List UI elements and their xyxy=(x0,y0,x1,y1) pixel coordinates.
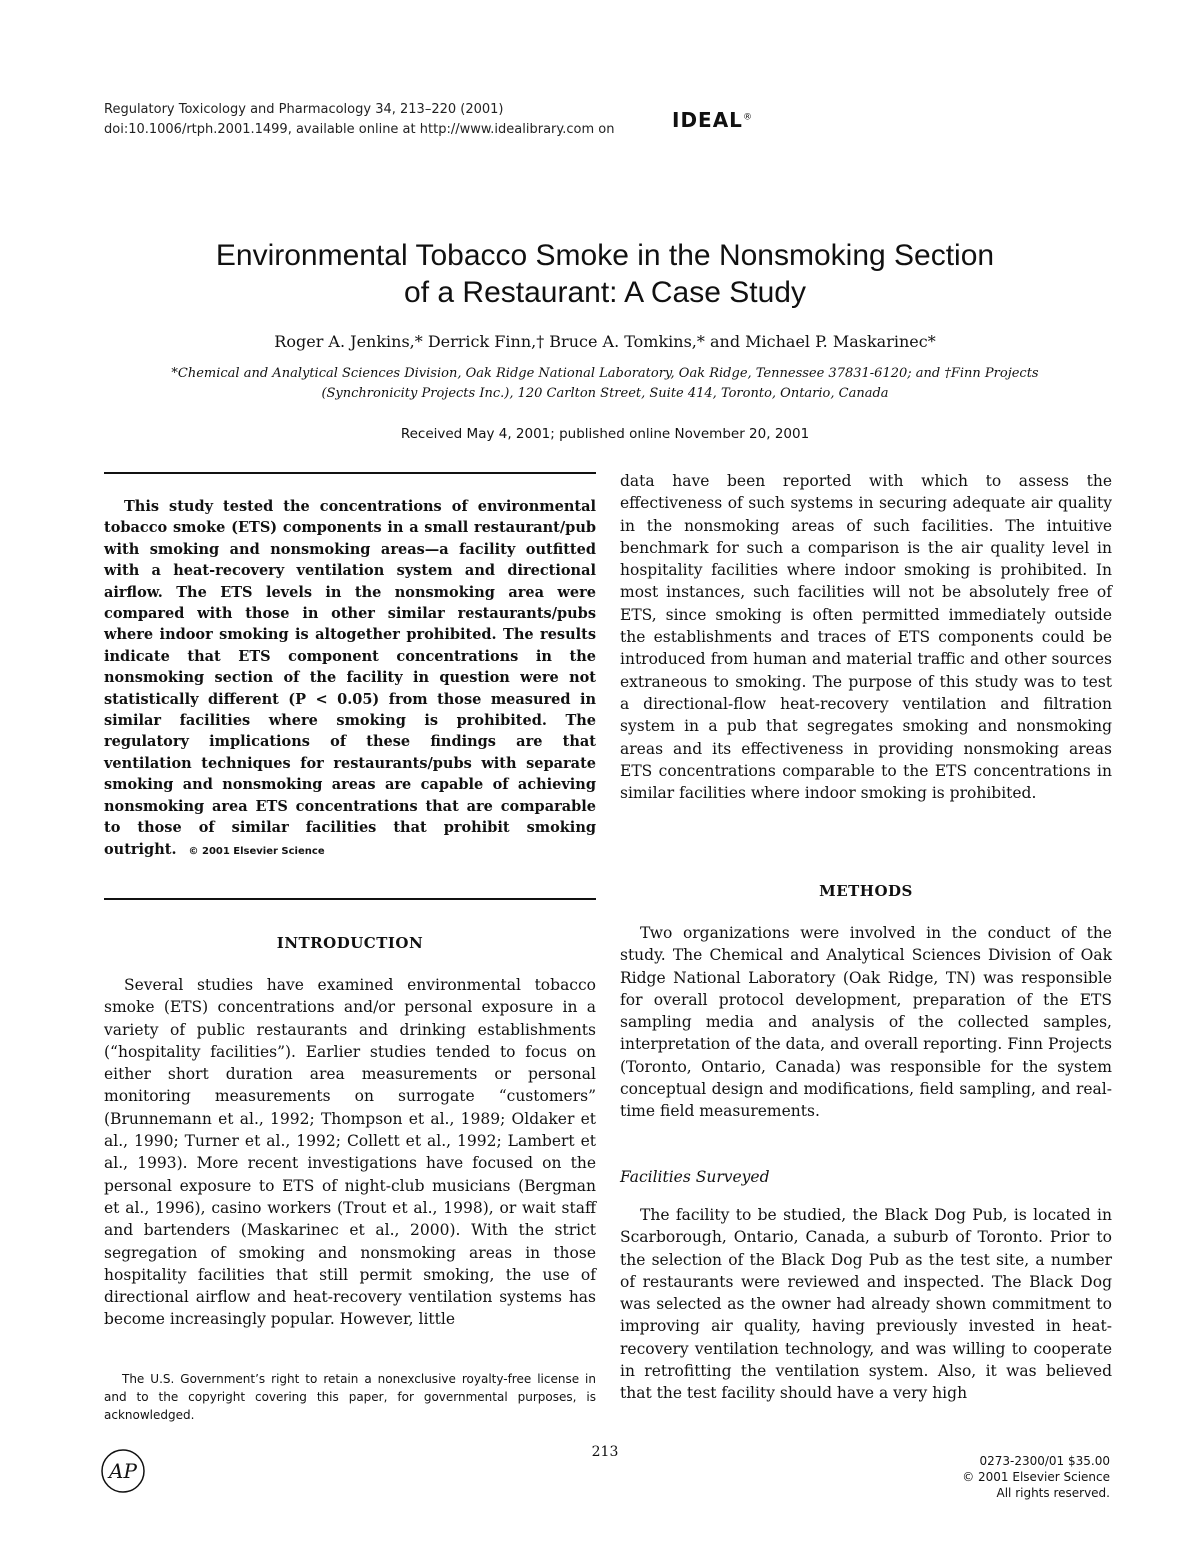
imprint xyxy=(962,1453,1110,1501)
facilities-paragraph: The facility to be studied, the Black Dog Pub, is located in Scarborough, Ontario, Canada, a suburb of Toronto. Prior to the selection of the Black Dog Pub as the test site, a number of restaurants were reviewed and inspected. The Black Dog was selected as the owner had already shown commitment to improving air quality, having previously invested in heat-recovery ventilation technology, and was willing to cooperate in retrofitting the ventilation system. Also, it was believed that the test facility should have a very high xyxy=(620,1206,1112,1403)
abstract xyxy=(104,496,596,862)
right-column-continuation xyxy=(620,470,1112,804)
ideal-logo-text: IDEAL xyxy=(672,108,743,132)
abstract-copyright: © 2001 Elsevier Science xyxy=(188,845,325,857)
abstract-body xyxy=(104,496,596,862)
received-date: Received May 4, 2001; published online November 20, 2001 xyxy=(400,426,810,442)
affiliation-line-1: *Chemical and Analytical Sciences Division, Oak Ridge National Laboratory, Oak Ridge, Tennessee 37831-6120; and †Finn Projects xyxy=(171,366,1039,381)
article-title xyxy=(0,237,1200,311)
methods-heading: METHODS xyxy=(819,882,913,900)
facilities-subheading: Facilities Surveyed xyxy=(620,1168,770,1186)
abstract-bottom-rule xyxy=(104,898,596,900)
continuation-paragraph: data have been reported with which to assess the effectiveness of such systems in securing adequate air quality in the nonsmoking areas of such facilities. The intuitive benchmark for such a comparison is the air quality level in hospitality facilities where indoor smoking is prohibited. In most instances, such facilities will not be absolutely free of ETS, since smoking is often permitted immediately outside the establishments and traces of ETS components could be introduced from human and material traffic and other sources extraneous to smoking. The purpose of this study was to test a directional-flow heat-recovery ventilation and filtration system in a pub that segregates smoking and nonsmoking areas and its effectiveness in providing nonsmoking areas ETS concentrations comparable to the ETS concentrations in similar facilities where indoor smoking is prohibited. xyxy=(620,472,1112,803)
copyright-footnote xyxy=(104,1370,596,1424)
journal-header xyxy=(104,100,614,140)
footnote-text: The U.S. Government’s right to retain a nonexclusive royalty-free license in and to the copyright covering this paper, for governmental purposes, is acknowledged. xyxy=(104,1372,596,1422)
rights-line: All rights reserved. xyxy=(996,1486,1110,1500)
title-line-2: of a Restaurant: A Case Study xyxy=(404,276,806,309)
author-list: Roger A. Jenkins,* Derrick Finn,† Bruce A. Tomkins,* and Michael P. Maskarinec* xyxy=(274,332,936,351)
publisher-logo-text: AP xyxy=(109,1459,137,1483)
facilities-body xyxy=(620,1204,1112,1405)
methods-paragraph: Two organizations were involved in the conduct of the study. The Chemical and Analytical Sciences Division of Oak Ridge National Laboratory (Oak Ridge, TN) was responsible for overall protocol development, preparation of the ETS sampling media and analysis of the collected samples, interpretation of the data, and overall reporting. Finn Projects (Toronto, Ontario, Canada) was responsible for the system conceptual design and modifications, field sampling, and real-time field measurements. xyxy=(620,924,1112,1121)
title-line-1: Environmental Tobacco Smoke in the Nonsmoking Section xyxy=(215,239,995,272)
price-line: 0273-2300/01 $35.00 xyxy=(979,1454,1110,1468)
introduction-body xyxy=(104,974,596,1331)
page-number: 213 xyxy=(591,1444,619,1460)
affiliations xyxy=(100,364,1110,404)
methods-body xyxy=(620,922,1112,1123)
introduction-paragraph: Several studies have examined environmental tobacco smoke (ETS) concentrations and/or personal exposure in a variety of public restaurants and drinking establishments (“hospitality facilities”). Earlier studies tended to focus on either short duration area measurements or personal monitoring measurements on surrogate “customers” (Brunnemann et al., 1992; Thompson et al., 1989; Oldaker et al., 1990; Turner et al., 1992; Collett et al., 1992; Lambert et al., 1993). More recent investigations have focused on the personal exposure to ETS of night-club musicians (Bergman et al., 1996), casino workers (Trout et al., 1998), or wait staff and bartenders (Maskarinec et al., 2000). With the strict segregation of smoking and nonsmoking areas in those hospitality facilities that still permit smoking, the use of directional airflow and heat-recovery ventilation systems has become increasingly popular. However, little xyxy=(104,976,596,1329)
imprint-copyright: © 2001 Elsevier Science xyxy=(962,1470,1110,1484)
doi-line: doi:10.1006/rtph.2001.1499, available online at http://www.idealibrary.com on xyxy=(104,122,615,137)
ideal-logo: IDEAL® xyxy=(672,108,753,132)
journal-citation: Regulatory Toxicology and Pharmacology 34, 213–220 (2001) xyxy=(104,102,504,117)
abstract-top-rule xyxy=(104,472,596,474)
introduction-heading: INTRODUCTION xyxy=(276,934,424,952)
affiliation-line-2: (Synchronicity Projects Inc.), 120 Carlton Street, Suite 414, Toronto, Ontario, Canada xyxy=(321,386,889,401)
abstract-text: This study tested the concentrations of environmental tobacco smoke (ETS) components in a small restaurant/pub with smoking and nonsmoking areas—a facility outfitted with a heat-recovery ventilation system and directional airflow. The ETS levels in the nonsmoking area were compared with those in other similar restaurants/pubs where indoor smoking is altogether prohibited. The results indicate that ETS component concentrations in the nonsmoking section of the facility in question were not statistically different (P < 0.05) from those measured in similar facilities where smoking is prohibited. The regulatory implications of these findings are that ventilation techniques for restaurants/pubs with separate smoking and nonsmoking areas are capable of achieving nonsmoking area ETS concentrations that are comparable to those of similar facilities that prohibit smoking outright. xyxy=(104,498,596,858)
